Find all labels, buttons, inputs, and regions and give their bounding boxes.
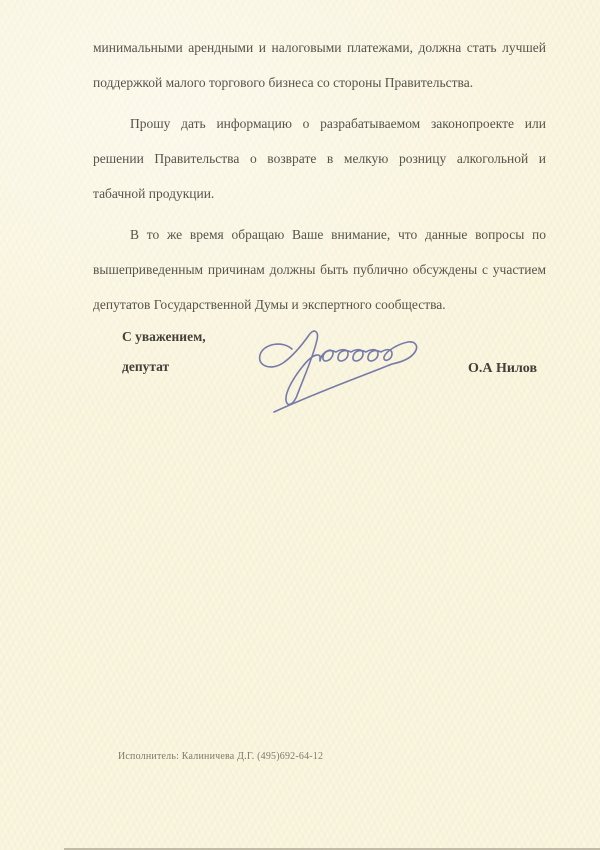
closing-role: депутат xyxy=(122,359,170,374)
paragraph xyxy=(93,106,546,211)
paragraph-line: табачной продукции. xyxy=(93,186,215,201)
paragraph-line: В то же время обращаю Ваше внимание, что данные вопросы по xyxy=(130,227,546,242)
paragraph-line: Прошу дать информацию о разрабатываемом законопроекте или xyxy=(130,116,546,131)
paragraph xyxy=(93,30,546,100)
executor-footer: Исполнитель: Калиничева Д.Г. (495)692-64-12 xyxy=(118,751,324,762)
paragraph-line: решении Правительства о возврате в мелкую розницу алкогольной и xyxy=(93,151,546,166)
closing-block xyxy=(122,322,206,382)
closing-salutation: С уважением, xyxy=(122,329,206,344)
signer-name: О.А Нилов xyxy=(468,361,538,376)
handwritten-signature-icon xyxy=(240,325,440,435)
paragraph-line: поддержкой малого торгового бизнеса со стороны Правительства. xyxy=(93,75,474,90)
paragraph-line: вышеприведенным причинам должны быть публично обсуждены с участием xyxy=(93,262,546,277)
paragraph-line: минимальными арендными и налоговыми платежами, должна стать лучшей xyxy=(93,40,546,55)
paragraph-line: депутатов Государственной Думы и экспертного сообщества. xyxy=(93,297,446,312)
paragraph xyxy=(93,217,546,322)
letter-body xyxy=(93,30,546,328)
